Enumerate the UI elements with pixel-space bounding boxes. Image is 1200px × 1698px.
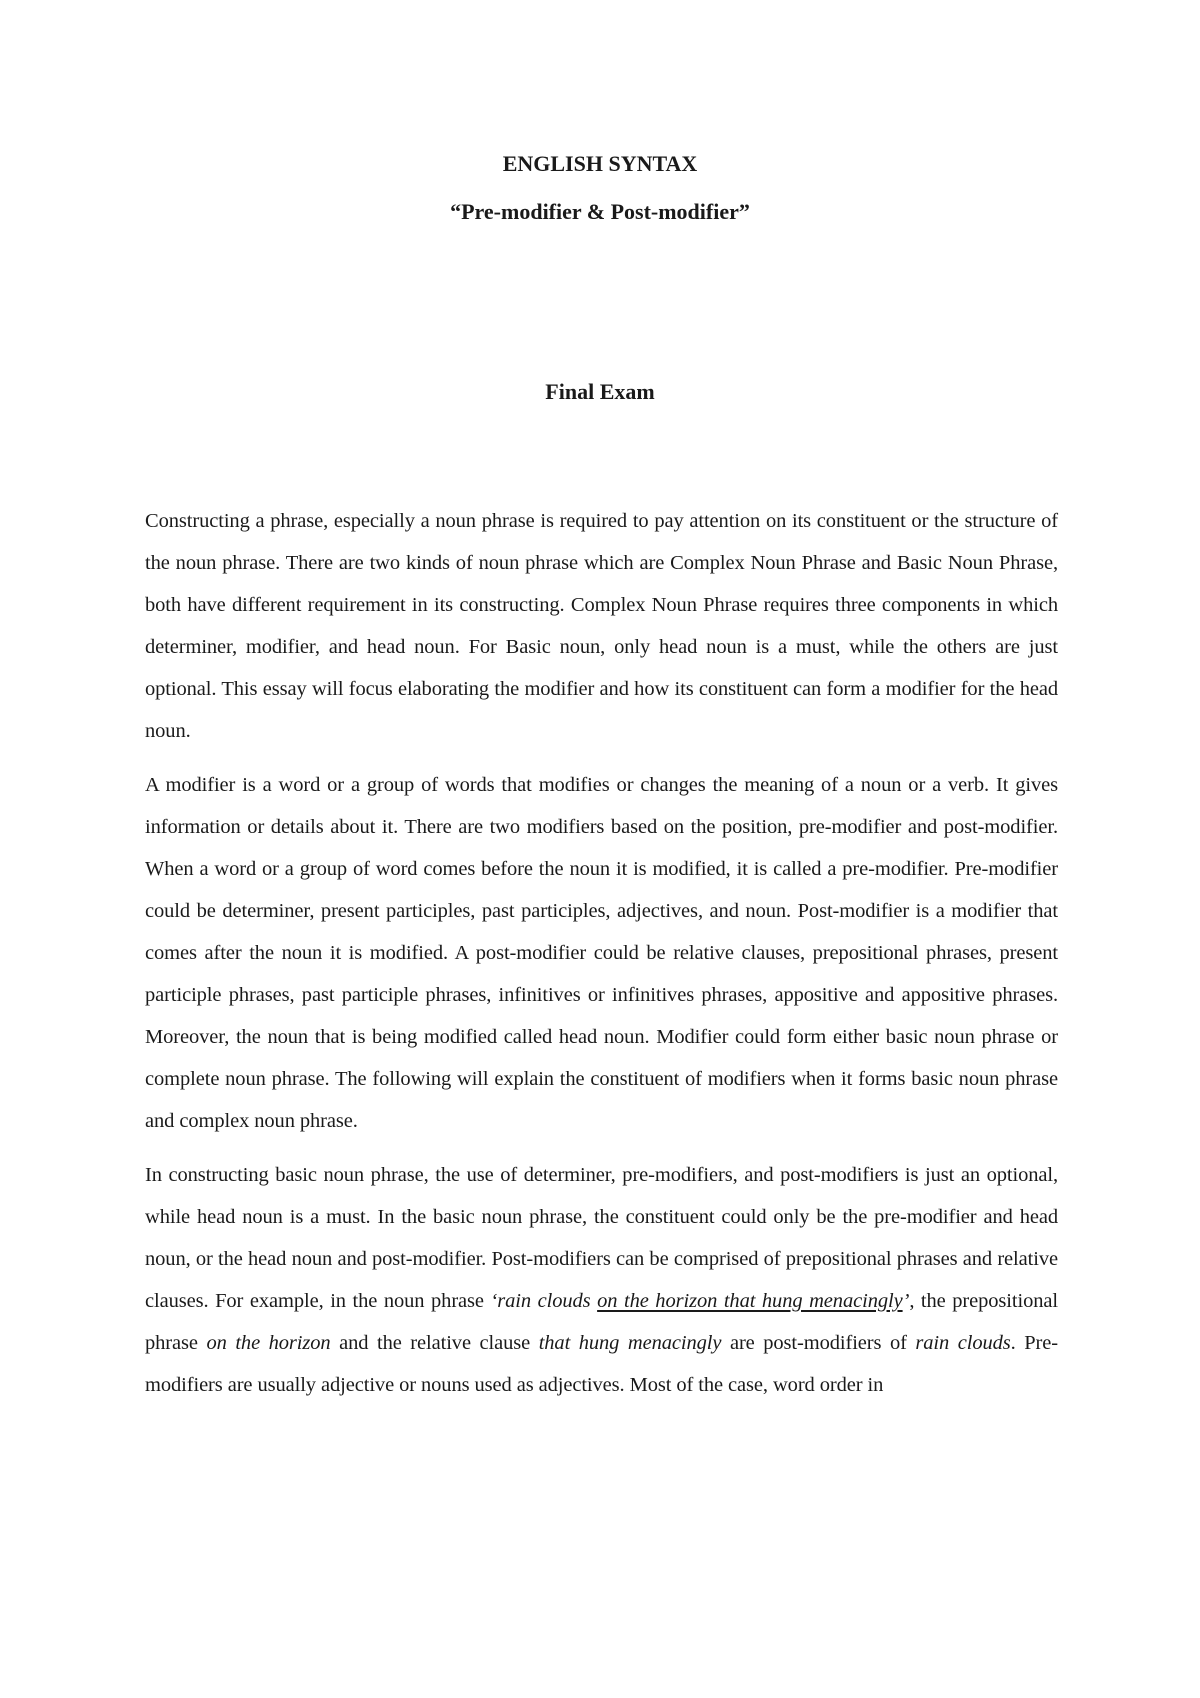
- paragraph-intro: Constructing a phrase, especially a noun phrase is required to pay attention on its constituent or the structure of the noun phrase. There are two kinds of noun phrase which are Complex Noun Phrase and Basic Noun Phrase, both have different requirement in its constructing. Complex Noun Phrase requires three components in which determiner, modifier, and head noun. For Basic noun, only head noun is a must, while the others are just optional. This essay will focus elaborating the modifier and how its constituent can form a modifier for the head noun.: [145, 510, 1058, 742]
- example-open: ‘rain clouds: [490, 1290, 598, 1312]
- document-title: ENGLISH SYNTAX: [502, 151, 698, 176]
- text-segment: are post-modifiers of: [721, 1332, 916, 1354]
- essay-body: [145, 500, 1058, 1418]
- document-subtitle: “Pre-modifier & Post-modifier”: [450, 199, 750, 224]
- exam-heading: Final Exam: [545, 379, 655, 404]
- text-segment: In constructing basic noun phrase, the use of determiner, pre-modifiers, and post-modifiers is just an optional, while head noun is a must. In the basic noun phrase, the constituent could only be the pre-modifier and head noun, or the head noun and post-modifier. Post-modifiers can be comprised of prepositional phrases and relative clauses. For example, in the noun phrase: [145, 1164, 1058, 1312]
- text-segment: , the prepositional phrase: [145, 1290, 1058, 1354]
- paragraph-modifier-definition: A modifier is a word or a group of words that modifies or changes the meaning of a noun or a verb. It gives information or details about it. There are two modifiers based on the position, pre-modifier and post-modifier. When a word or a group of word comes before the noun it is modified, it is called a pre-modifier. Pre-modifier could be determiner, present participles, past participles, adjectives, and noun. Post-modifier is a modifier that comes after the noun it is modified. A post-modifier could be relative clauses, prepositional phrases, present participle phrases, past participle phrases, infinitives or infinitives phrases, appositive and appositive phrases. Moreover, the noun that is being modified called head noun. Modifier could form either basic noun phrase or complete noun phrase. The following will explain the constituent of modifiers when it forms basic noun phrase and complex noun phrase.: [145, 774, 1058, 1132]
- prepositional-phrase-term: on the horizon: [206, 1332, 331, 1354]
- example-phrase: [491, 1290, 910, 1312]
- example-close: ’: [902, 1290, 910, 1312]
- text-segment: and the relative clause: [330, 1332, 539, 1354]
- text-segment: . Pre-modifiers are usually adjective or nouns used as adjectives. Most of the case, word order in: [145, 1332, 1058, 1396]
- paragraph-basic-noun-phrase: [145, 1154, 1058, 1406]
- relative-clause-term: that hung menacingly: [538, 1332, 722, 1354]
- example-postmodifier-underlined: on the horizon that hung menacingly: [597, 1290, 903, 1312]
- head-noun-term: rain clouds: [915, 1332, 1011, 1354]
